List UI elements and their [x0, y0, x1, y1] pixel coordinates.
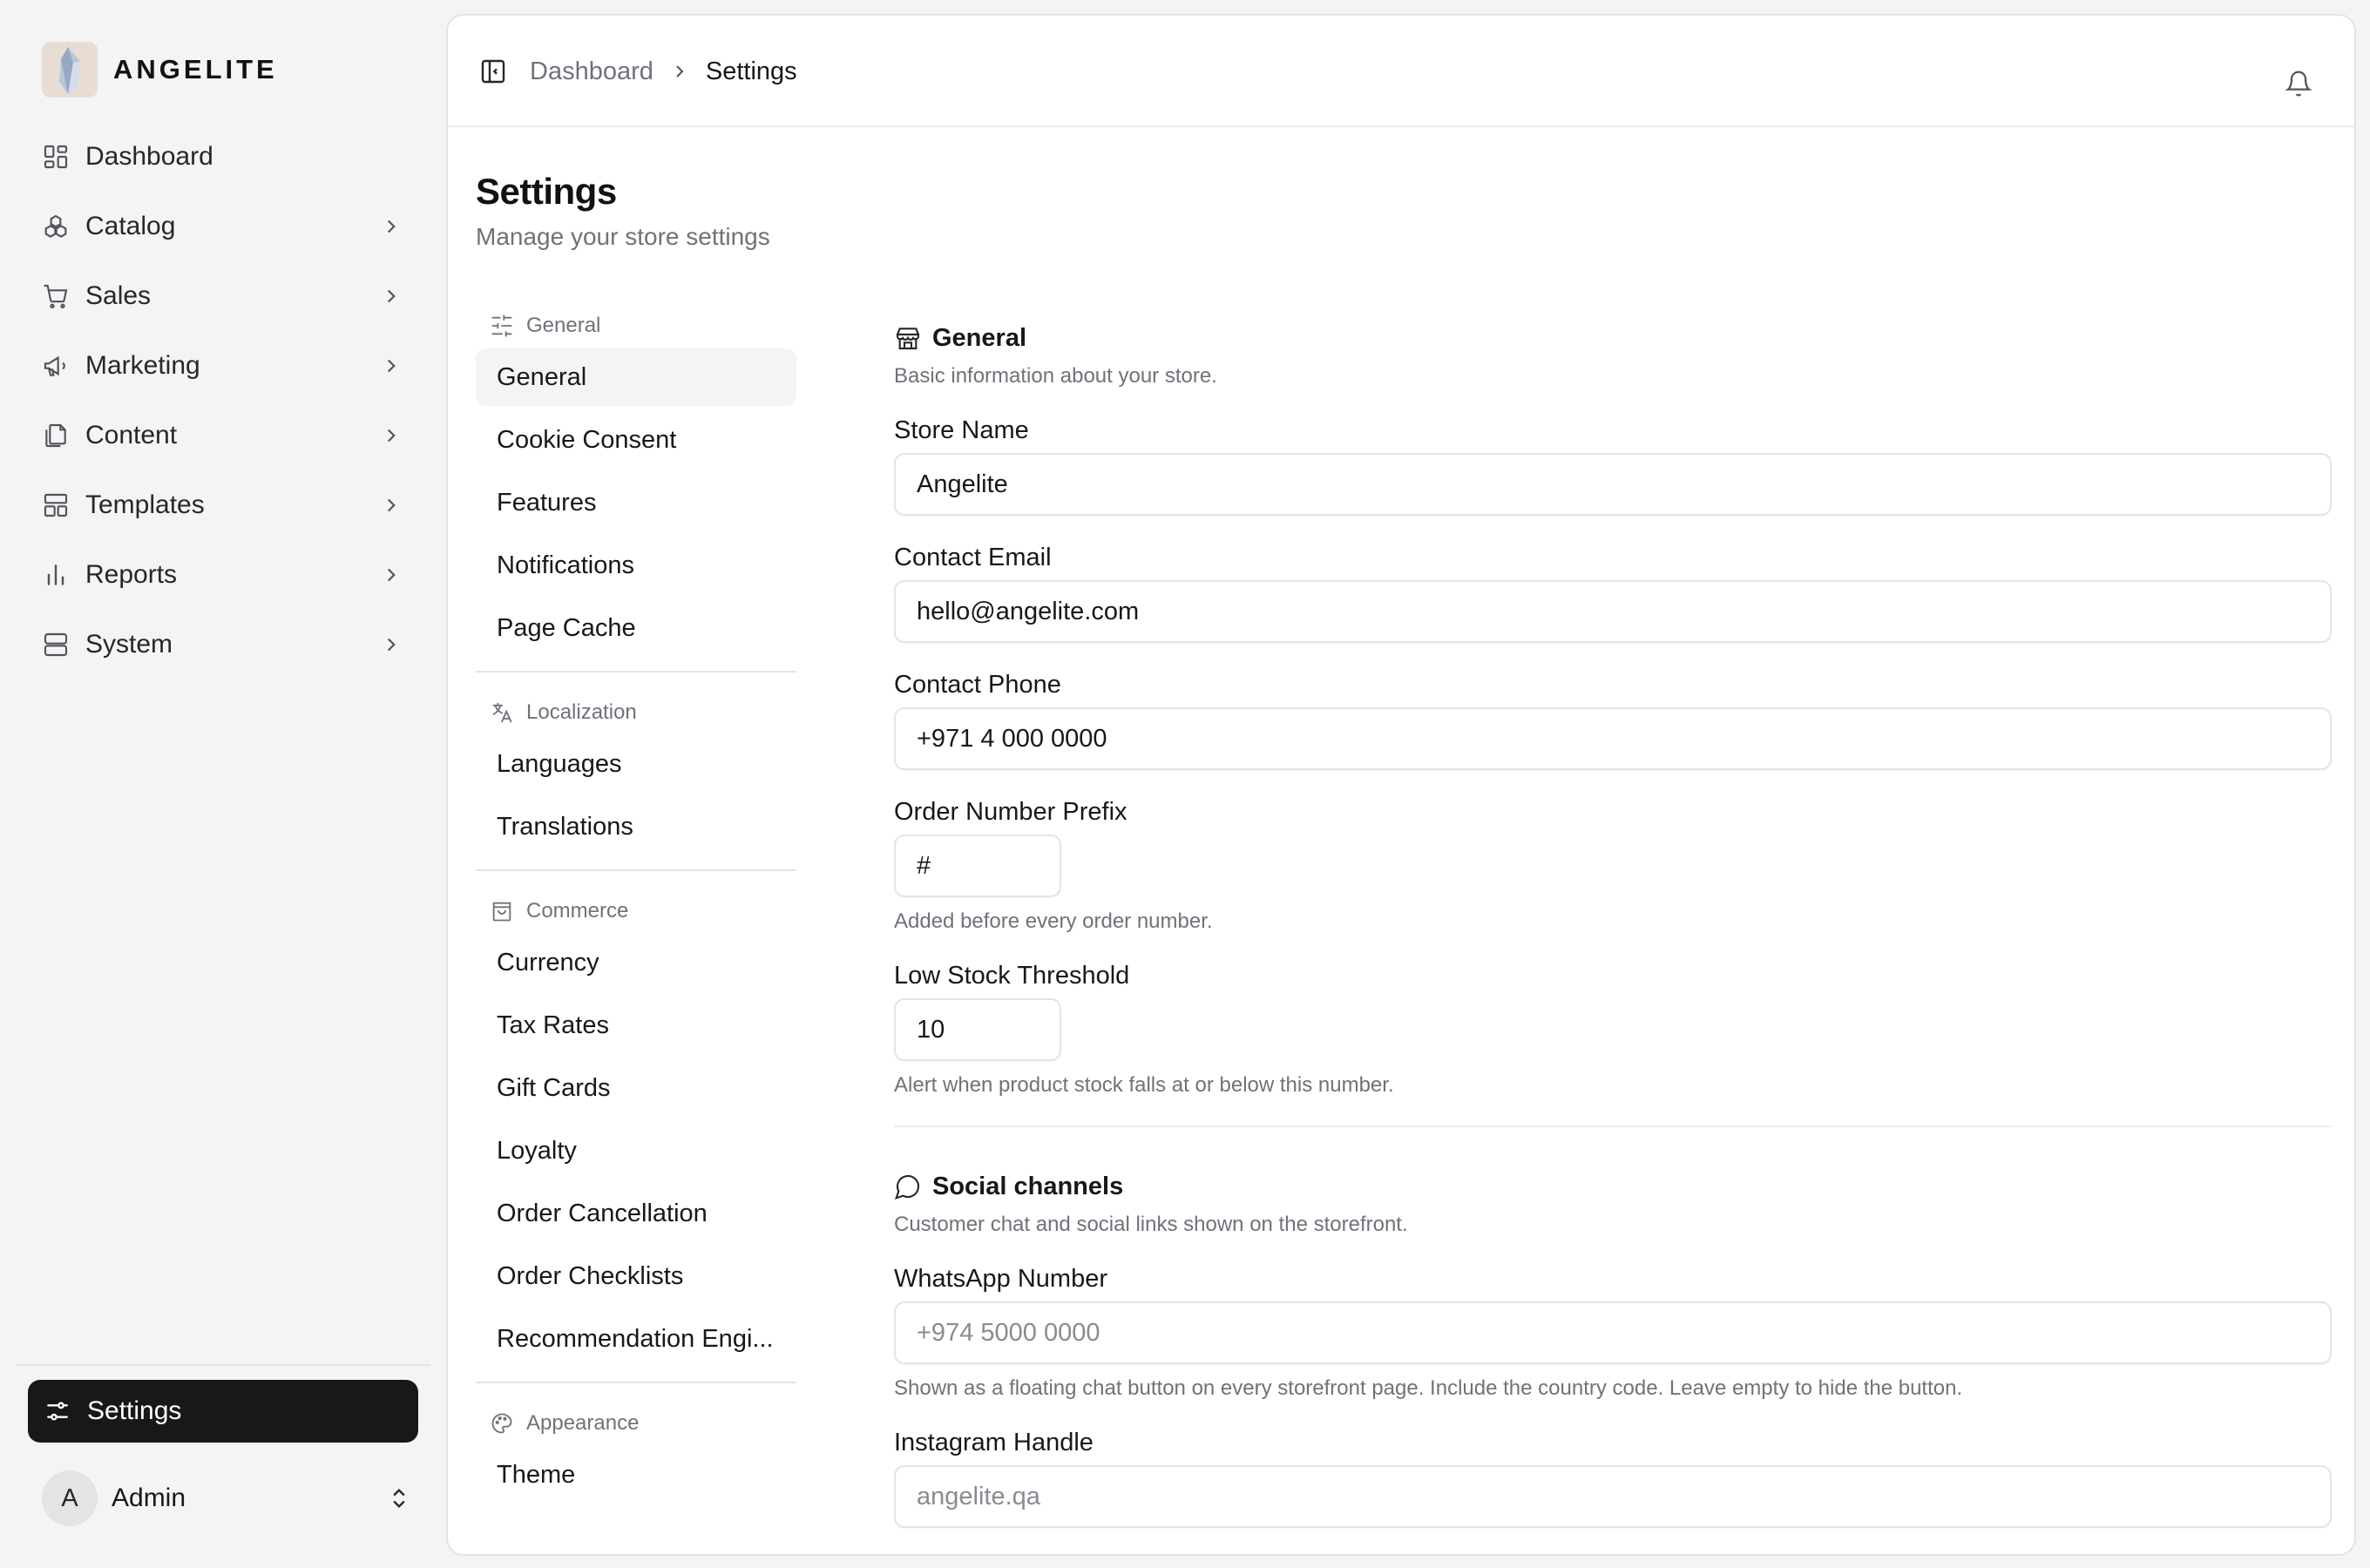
settings-nav-order-cancellation[interactable]: Order Cancellation — [497, 1199, 708, 1227]
settings-nav-features[interactable]: Features — [497, 488, 597, 517]
settings-nav-tax-rates[interactable]: Tax Rates — [497, 1010, 609, 1039]
chevron-right-icon — [380, 215, 403, 238]
chevron-right-icon — [380, 355, 403, 377]
settings-nav-languages[interactable]: Languages — [497, 749, 622, 778]
catalog-icon — [42, 213, 70, 240]
settings-sliders-icon — [44, 1397, 71, 1425]
sidebar-item-label: Settings — [87, 1396, 182, 1425]
server-icon — [42, 631, 70, 659]
settings-nav-divider — [476, 869, 796, 871]
order-prefix-hint: Added before every order number. — [894, 909, 1213, 933]
settings-nav-theme[interactable]: Theme — [497, 1460, 576, 1489]
languages-icon — [490, 700, 514, 725]
brand-logo — [42, 42, 98, 98]
settings-form — [894, 321, 2332, 1528]
contact-phone-input[interactable]: +971 4 000 0000 — [894, 707, 2332, 770]
whatsapp-hint: Shown as a floating chat button on every storefront page. Include the country code. Leave empty to hide the button. — [894, 1376, 1963, 1400]
settings-nav-page-cache[interactable]: Page Cache — [497, 613, 636, 642]
order-prefix-input[interactable]: # — [894, 835, 1061, 897]
chevron-right-icon — [380, 285, 403, 308]
store-icon — [894, 324, 922, 352]
sidebar-item-label: System — [85, 630, 173, 659]
sidebar-item-catalog[interactable] — [28, 192, 418, 261]
breadcrumb-dashboard[interactable]: Dashboard — [530, 57, 653, 85]
main-panel — [446, 14, 2356, 1556]
whatsapp-input[interactable]: +974 5000 0000 — [894, 1301, 2332, 1364]
sidebar-item-content[interactable] — [28, 401, 418, 470]
settings-group-label: Localization — [526, 700, 637, 724]
section-social-header — [894, 1169, 2332, 1204]
sidebar-item-marketing[interactable] — [28, 331, 418, 401]
order-prefix-label: Order Number Prefix — [894, 798, 1127, 826]
topbar — [448, 16, 2354, 127]
breadcrumb — [530, 54, 797, 89]
low-stock-hint: Alert when product stock falls at or below this number. — [894, 1073, 1394, 1097]
chevron-right-icon — [380, 424, 403, 447]
section-divider — [894, 1125, 2332, 1127]
bell-icon[interactable] — [2285, 70, 2312, 98]
sidebar-toggle-icon[interactable] — [479, 57, 507, 85]
settings-nav-currency[interactable]: Currency — [497, 948, 599, 977]
section-description: Basic information about your store. — [894, 364, 1217, 388]
chevron-right-icon — [380, 633, 403, 656]
settings-group-label: Commerce — [526, 899, 629, 923]
sidebar-item-settings[interactable] — [28, 1380, 418, 1443]
settings-nav — [476, 303, 796, 1509]
files-icon — [42, 422, 70, 449]
sliders-horizontal-icon — [490, 314, 514, 338]
settings-group-commerce — [476, 889, 796, 934]
store-name-label: Store Name — [894, 416, 1029, 444]
settings-nav-translations[interactable]: Translations — [497, 812, 633, 841]
contact-phone-label: Contact Phone — [894, 671, 1061, 699]
breadcrumb-current: Settings — [705, 57, 797, 85]
settings-group-general — [476, 303, 796, 348]
sidebar-item-templates[interactable] — [28, 470, 418, 540]
settings-group-appearance — [476, 1401, 796, 1446]
megaphone-icon — [42, 352, 70, 380]
sidebar-item-label: Dashboard — [85, 142, 213, 171]
low-stock-label: Low Stock Threshold — [894, 962, 1130, 990]
sidebar-item-label: Marketing — [85, 351, 200, 380]
instagram-label: Instagram Handle — [894, 1429, 1094, 1456]
settings-group-label: Appearance — [526, 1411, 640, 1435]
chevron-right-icon — [380, 494, 403, 517]
layout-icon — [42, 491, 70, 519]
sidebar-item-label: Templates — [85, 490, 205, 519]
settings-group-label: General — [526, 314, 601, 337]
sidebar-nav — [28, 122, 418, 679]
settings-nav-divider — [476, 1382, 796, 1383]
low-stock-input[interactable]: 10 — [894, 998, 1061, 1061]
chevron-right-icon — [669, 61, 690, 82]
section-title: Social channels — [932, 1172, 1124, 1200]
settings-nav-cookie-consent[interactable]: Cookie Consent — [497, 425, 677, 454]
settings-nav-loyalty[interactable]: Loyalty — [497, 1136, 577, 1165]
settings-nav-divider — [476, 671, 796, 672]
sidebar-item-label: Sales — [85, 281, 152, 310]
message-circle-icon — [894, 1173, 922, 1200]
section-description: Customer chat and social links shown on the storefront. — [894, 1213, 1408, 1236]
sidebar-item-reports[interactable] — [28, 540, 418, 610]
user-menu[interactable] — [42, 1470, 411, 1526]
instagram-input[interactable]: angelite.qa — [894, 1465, 2332, 1528]
cart-icon — [42, 282, 70, 310]
contact-email-input[interactable]: hello@angelite.com — [894, 580, 2332, 643]
section-general-header — [894, 321, 2332, 355]
sidebar-item-sales[interactable] — [28, 261, 418, 331]
settings-nav-recommendation-engine[interactable]: Recommendation Engi... — [497, 1324, 774, 1353]
chevrons-up-down-icon — [387, 1486, 411, 1511]
chevron-right-icon — [380, 564, 403, 586]
sidebar — [0, 0, 444, 1568]
settings-nav-gift-cards[interactable]: Gift Cards — [497, 1073, 611, 1102]
store-name-input[interactable]: Angelite — [894, 453, 2332, 516]
settings-nav-order-checklists[interactable]: Order Checklists — [497, 1261, 684, 1290]
brand[interactable] — [42, 42, 278, 98]
dashboard-icon — [42, 143, 70, 171]
bar-chart-icon — [42, 561, 70, 589]
shopping-bag-icon — [490, 899, 514, 923]
brand-name: ANGELITE — [113, 54, 278, 84]
user-name: Admin — [112, 1484, 186, 1512]
whatsapp-label: WhatsApp Number — [894, 1265, 1107, 1293]
contact-email-label: Contact Email — [894, 544, 1052, 571]
section-title: General — [932, 323, 1026, 352]
settings-nav-notifications[interactable]: Notifications — [497, 551, 634, 579]
sidebar-item-label: Reports — [85, 560, 178, 589]
settings-nav-general[interactable]: General — [476, 348, 796, 406]
avatar: A — [42, 1470, 98, 1526]
sidebar-item-label: Catalog — [85, 212, 176, 240]
sidebar-item-dashboard[interactable] — [28, 122, 418, 192]
sidebar-item-label: Content — [85, 421, 178, 449]
palette-icon — [490, 1411, 514, 1436]
sidebar-item-system[interactable] — [28, 610, 418, 679]
page-title: Settings — [476, 171, 617, 212]
page-subtitle: Manage your store settings — [476, 223, 770, 250]
settings-group-localization — [476, 690, 796, 735]
sidebar-divider — [16, 1364, 430, 1366]
